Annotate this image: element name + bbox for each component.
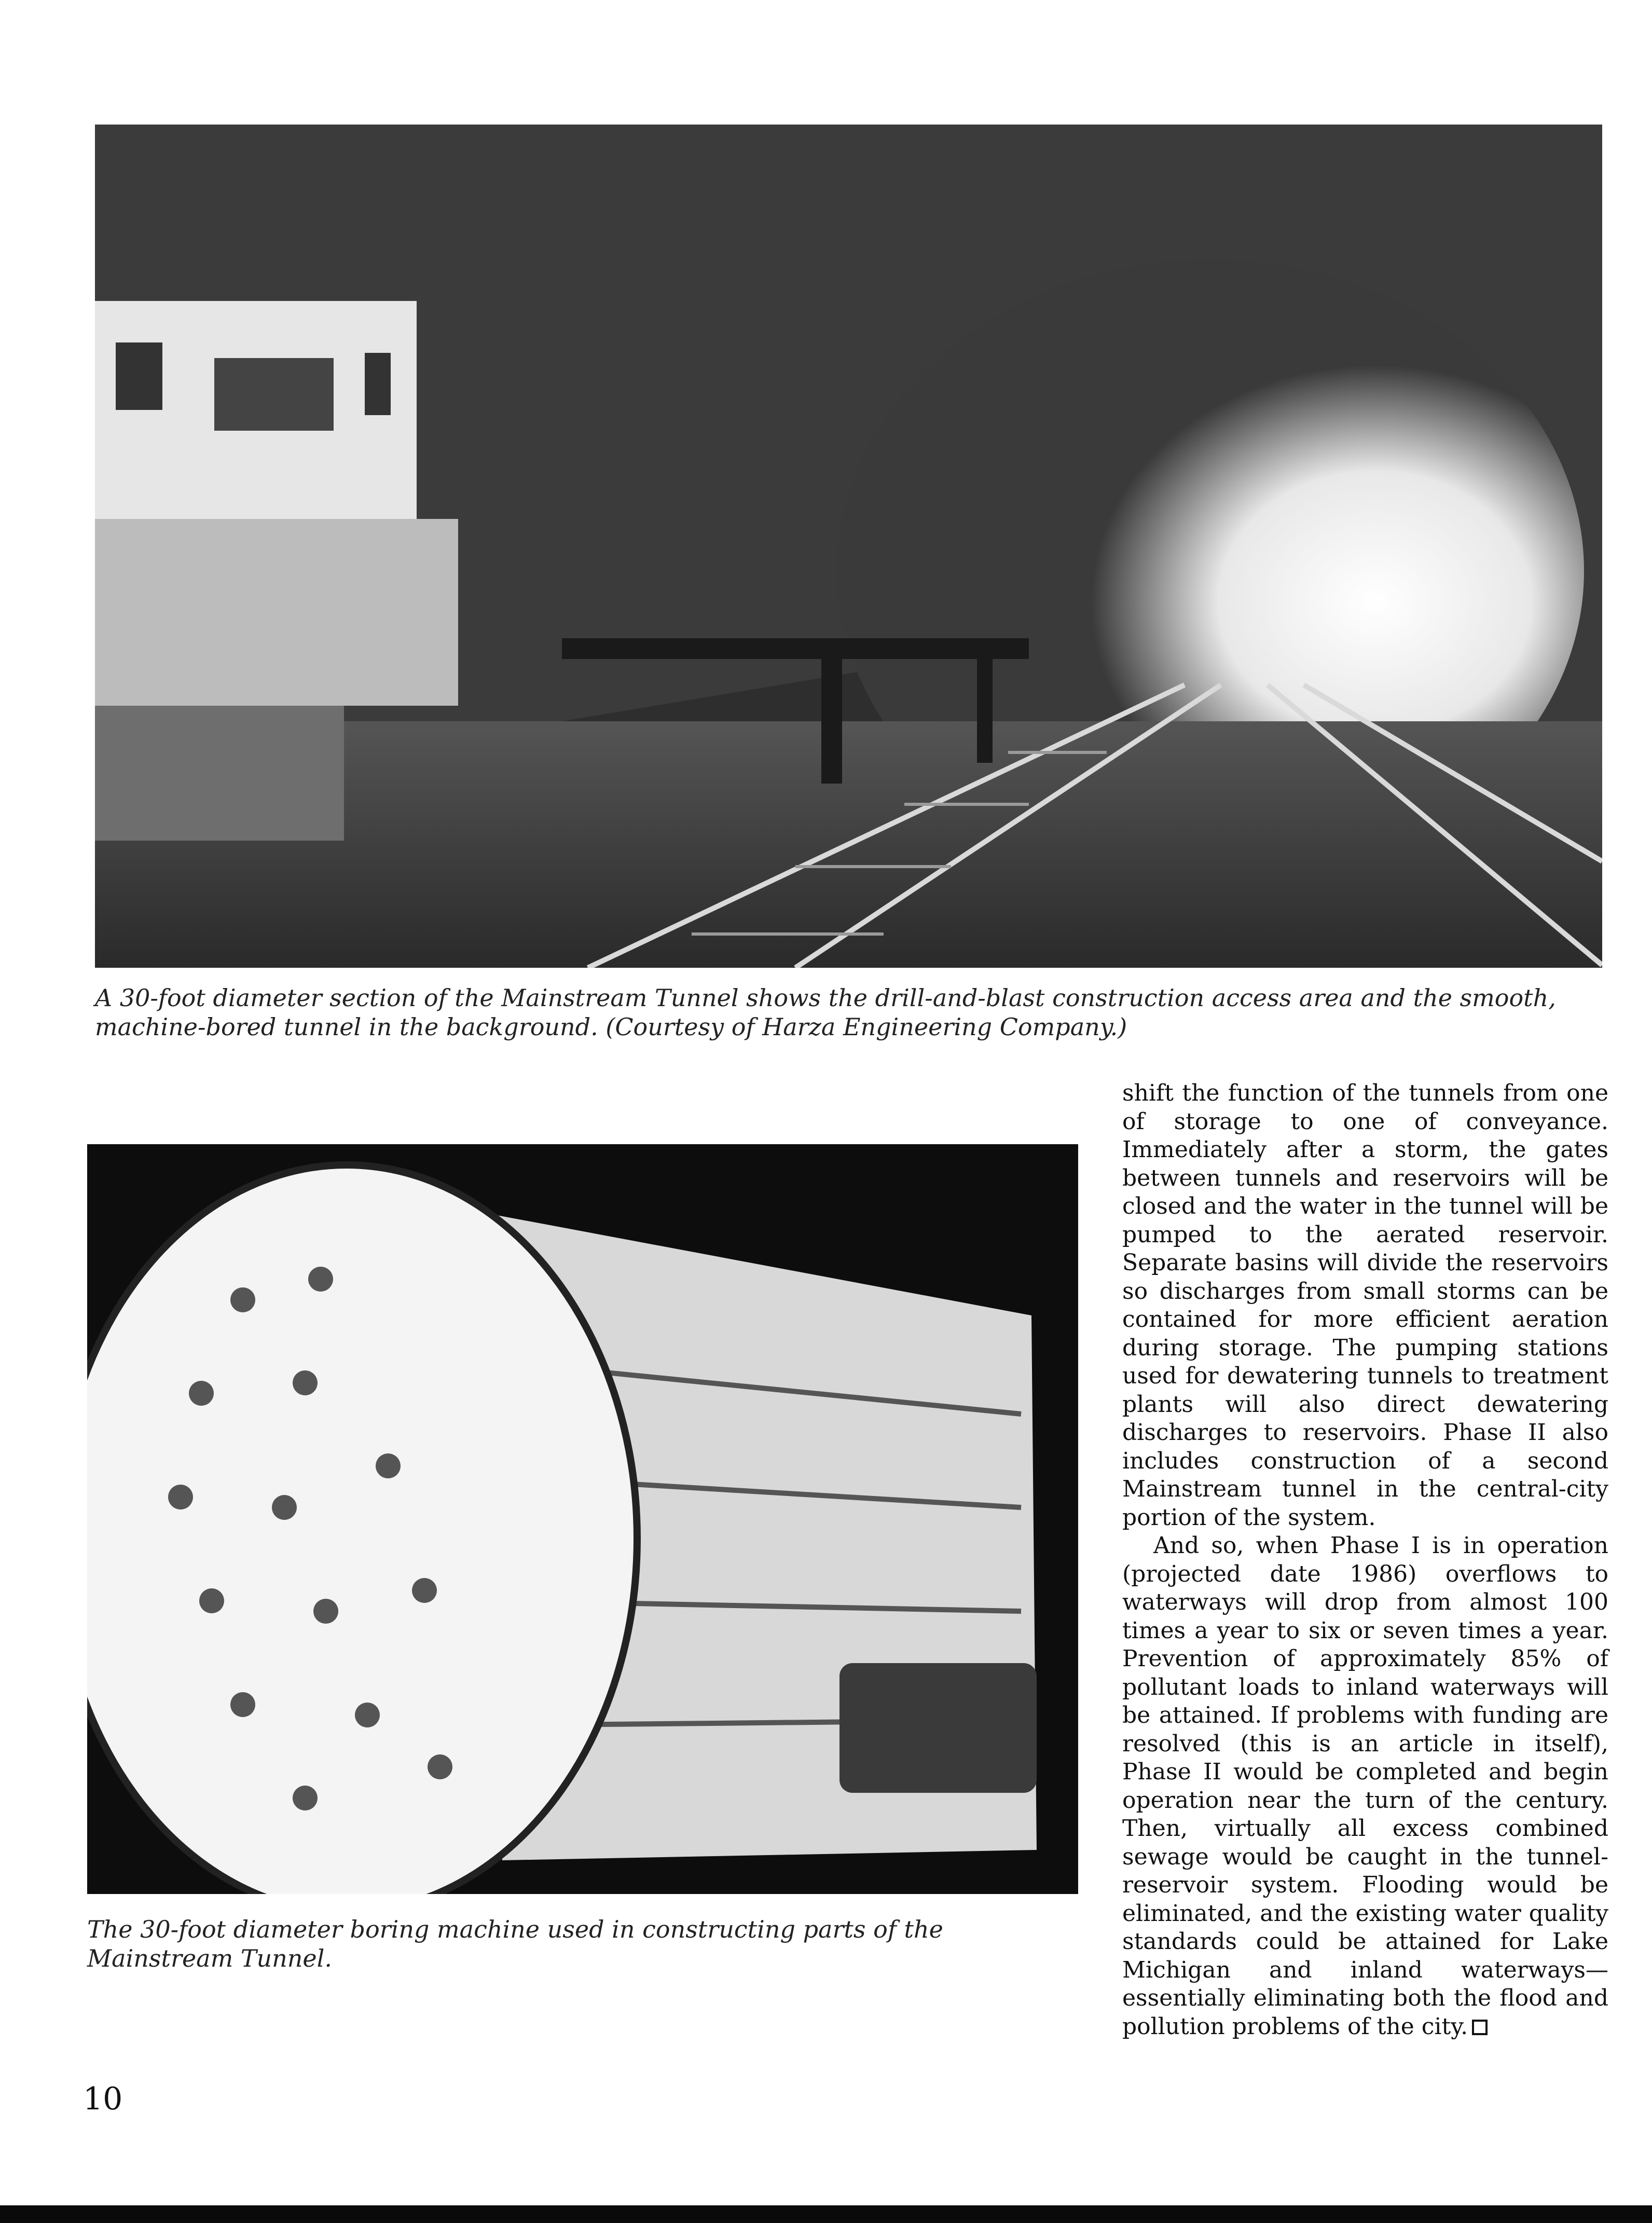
article-column [1122,1079,1608,2041]
tunnel-photo [95,125,1602,968]
tunnel-photo-caption: A 30-foot diameter section of the Mainstream Tunnel shows the drill-and-blast construction access area and the smooth, machine-bored tunnel in the background. (Courtesy of Harza Engineering Company.) [95,984,1556,1041]
article-paragraph-1: shift the function of the tunnels from one of storage to one of conveyance. Immediately after a storm, the gates between tunnels and reservoirs will be closed and the water in the tunnel will be pumped to the aerated reservoir. Separate basins will divide the reservoirs so discharges from small storms can be contained for more efficient aeration during storage. The pumping stations used for dewatering tunnels to treatment plants will also direct dewatering discharges to reservoirs. Phase II also includes construction of a second Mainstream tunnel in the central-city portion of the system. [1122,1080,1608,1531]
boring-machine-photo-caption: The 30-foot diameter boring machine used in constructing parts of the Mainstream Tunnel. [87,1915,943,1972]
end-of-article-mark [1472,2020,1488,2035]
bottom-border-bar [0,2205,1652,2223]
article-paragraph-2-text: And so, when Phase I is in operation (projected date 1986) overflows to waterways will drop from almost 100 times a year to six or seven times a year. Prevention of approximately 85% of pollutant loads to inland waterways will be attained. If problems with funding are resolved (this is an article in itself), Phase II would be completed and begin operation near the turn of the century. Then, virtually all excess combined sewage would be caught in the tunnel-reservoir system. Flooding would be eliminated, and the existing water quality standards could be attained for Lake Michigan and inland waterways—essentially eliminating both the flood and pollution problems of the city. [1122,1532,1608,2040]
article-paragraph-2 [1122,1532,1608,2041]
boring-machine-photo [87,1144,1078,1894]
page-number: 10 [83,2081,123,2117]
